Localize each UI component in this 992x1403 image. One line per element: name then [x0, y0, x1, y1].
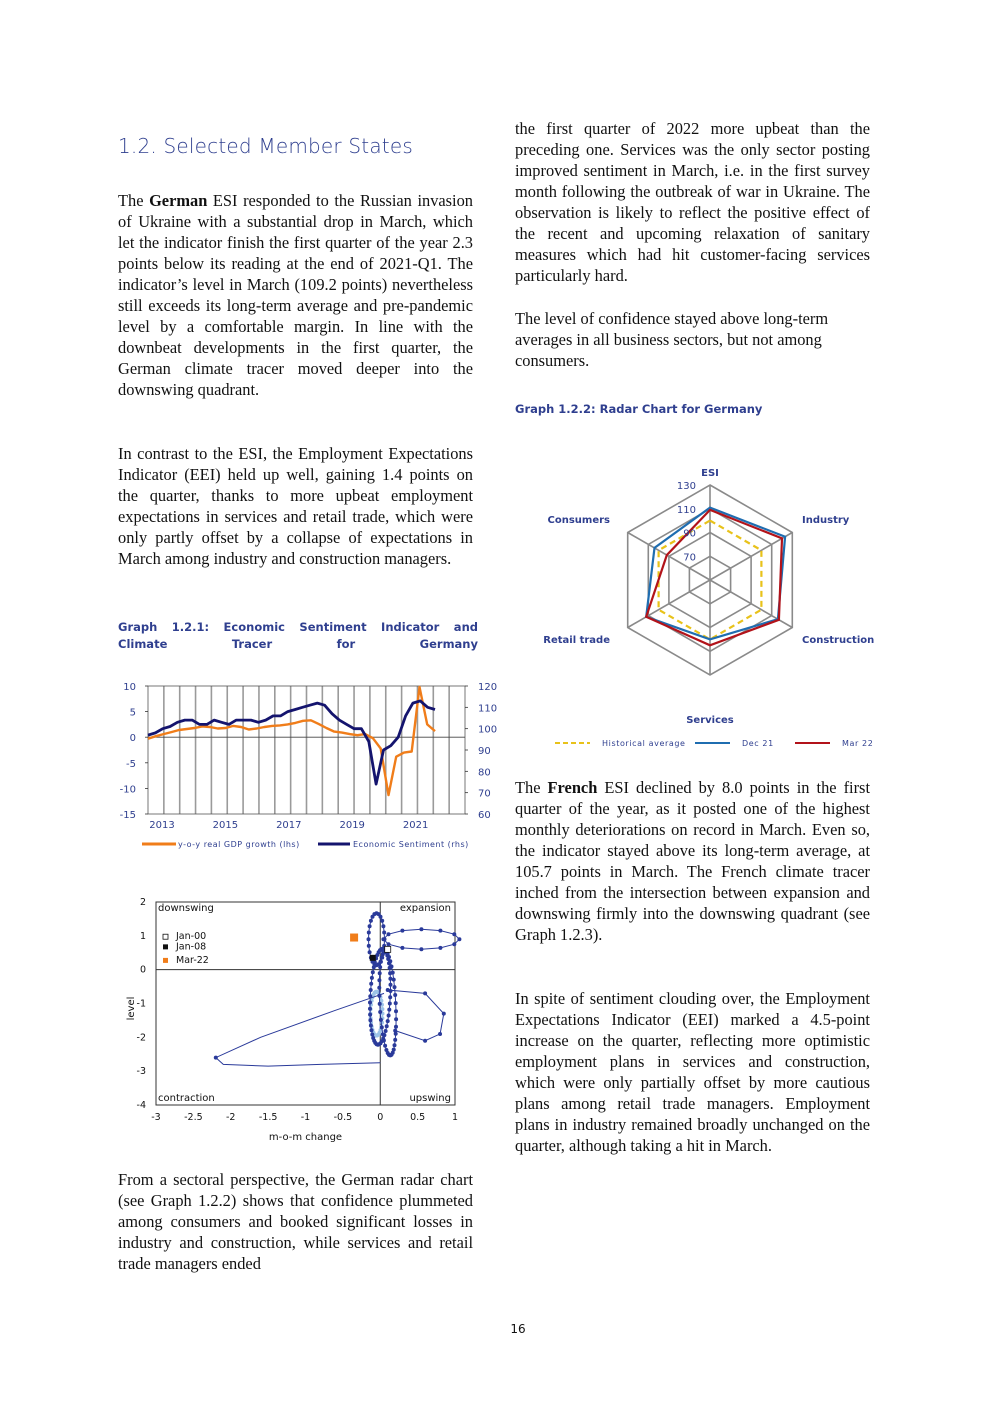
tracer-point — [388, 959, 392, 963]
tracer-point — [387, 932, 391, 936]
radar-chart — [540, 460, 885, 755]
tracer-point — [369, 1024, 373, 1028]
x-tick-label: -1 — [300, 1112, 311, 1123]
tracer-point — [387, 955, 391, 959]
marker-jan08 — [370, 955, 376, 961]
paragraph-germany-radar: From a sectoral perspective, the German radar chart (see Graph 1.2.2) shows that confidence plummeted among consumers and booked significant losses in industry and construction, while services and retail trade managers ended — [118, 1170, 473, 1273]
quadrant-label: contraction — [158, 1093, 215, 1104]
y-right-tick-label: 80 — [478, 767, 491, 779]
tracer-point — [387, 1008, 391, 1012]
page-number: 16 — [510, 1322, 526, 1336]
paragraph-germany-esi: The German ESI responded to the Russian invasion of Ukraine with a substantial drop in March, which let the indicator finish the first quarter of the year 2.3 points below its reading at the end of 2021-Q1. The indicator’s level in March (109.2 points) nevertheless still exceeds its long-term average and pre-pandemic level by a comfortable margin. In line with the downbeat developments in the first quarter, the German climate tracer moved deeper into the downswing quadrant. — [118, 191, 473, 399]
tracer-point — [381, 1032, 385, 1036]
section-heading: 1.2. Selected Member States — [118, 134, 413, 158]
tracer-point — [383, 1044, 387, 1048]
tracer-point — [377, 986, 381, 990]
tracer-point — [370, 1033, 374, 1037]
tracer-point — [400, 946, 404, 950]
tracer-point — [386, 988, 390, 992]
marker-mar22 — [350, 934, 358, 942]
tracer-point — [382, 931, 386, 935]
tracer-point — [394, 1009, 398, 1013]
y-tick-label: -2 — [136, 1032, 146, 1044]
tracer-point — [381, 937, 385, 941]
y-right-tick-label: 110 — [478, 703, 498, 715]
tracer-point — [438, 1032, 442, 1036]
bold-country: French — [547, 778, 598, 797]
axis-label: Consumers — [547, 515, 610, 526]
tracer-point — [388, 1002, 392, 1006]
tracer-point — [393, 1029, 397, 1033]
axis-label: Industry — [802, 515, 850, 526]
y-right-tick-label: 70 — [478, 788, 491, 800]
tracer-point — [371, 970, 375, 974]
y-left-tick-label: 5 — [129, 707, 136, 719]
tracer-point — [384, 1048, 388, 1052]
tracer-point — [394, 1017, 398, 1021]
tracer-point — [369, 982, 373, 986]
y-axis-title: level — [126, 996, 137, 1021]
tracer-point — [393, 985, 397, 989]
ring-label: 110 — [676, 504, 696, 516]
paragraph-france-eei: In spite of sentiment clouding over, the Employment Expectations Indicator (EEI) marked a 4.5-point increase on the quarter, reflecting more optimistic employment plans in services and construction, which were only partially offset by more cautious plans among retail trade managers. Employment plans in industry remained broadly unchanged on the quarter, although taking a hit in March. — [515, 989, 870, 1155]
tracer-point — [393, 1038, 397, 1042]
legend-label: Jan-00 — [176, 931, 207, 943]
series-line — [148, 687, 435, 795]
esi-chart — [110, 672, 500, 857]
paragraph-germany-sectors: The level of confidence stayed above long-term averages in all business sectors, but not among consumers. — [515, 309, 829, 370]
legend-label: Historical average — [602, 739, 686, 748]
tracer-point — [380, 956, 384, 960]
tracer-point — [384, 1029, 388, 1033]
y-left-tick-label: -10 — [119, 784, 136, 796]
legend-label: Mar-22 — [176, 954, 209, 966]
x-tick-label: 2015 — [212, 820, 239, 831]
legend-label: Economic Sentiment (rhs) — [353, 840, 469, 849]
tracer-point — [442, 1012, 446, 1016]
tracer-point — [385, 1024, 389, 1028]
y-right-tick-label: 60 — [478, 810, 491, 821]
tracer-point — [368, 1007, 372, 1011]
tracer-point — [377, 978, 381, 982]
tracer-point — [438, 946, 442, 950]
x-tick-label: 2019 — [339, 820, 365, 831]
legend-swatch-jan00 — [163, 934, 168, 939]
tracer-point — [380, 919, 384, 923]
paragraph-germany-eei: In contrast to the ESI, the Employment Expectations Indicator (EEI) held up well, gaining 1.4 points on the quarter, thanks to more upbeat employment expectations in services and retail trade, which were only partly offset by a collapse of expectations in March among industry and construction managers. — [118, 444, 473, 568]
legend-swatch-jan08 — [163, 944, 168, 949]
y-left-tick-label: 10 — [123, 682, 136, 693]
tracer-point — [423, 991, 427, 995]
tracer-point — [393, 993, 397, 997]
graph-caption-1-2-1: Graph 1.2.1: Economic Sentiment Indicator and Climate Tracer for Germany — [118, 620, 478, 651]
y-right-tick-label: 100 — [478, 724, 498, 736]
climate-tracer-chart — [110, 890, 490, 1150]
tracer-point — [368, 1001, 372, 1005]
tracer-point — [457, 937, 461, 941]
ring-label: 90 — [683, 528, 696, 540]
x-axis-title: m-o-m change — [268, 1132, 343, 1143]
tracer-point — [419, 927, 423, 931]
tracer-point — [419, 947, 423, 951]
tracer-point — [394, 1001, 398, 1005]
tracer-point — [382, 1039, 386, 1043]
axis-label: Retail trade — [543, 635, 610, 646]
ring-label: 130 — [676, 481, 696, 492]
tracer-point — [368, 924, 372, 928]
bold-country: German — [149, 191, 208, 210]
tracer-point — [386, 1019, 390, 1023]
x-tick-label: -2 — [226, 1112, 236, 1123]
tracer-point — [371, 1036, 375, 1040]
y-tick-label: 0 — [139, 964, 146, 976]
tracer-point — [452, 942, 456, 946]
x-tick-label: 0 — [377, 1112, 384, 1123]
tracer-point — [367, 944, 371, 948]
x-tick-label: -3 — [151, 1112, 161, 1123]
x-tick-label: -1.5 — [258, 1112, 278, 1123]
tracer-point — [368, 1018, 372, 1022]
tracer-path — [216, 993, 384, 1066]
axis-label: Construction — [802, 635, 875, 646]
x-tick-label: 2013 — [149, 820, 175, 831]
x-tick-label: -2.5 — [184, 1112, 203, 1123]
quadrant-label: downswing — [158, 903, 214, 914]
tracer-point — [393, 1043, 397, 1047]
y-tick-label: -3 — [136, 1066, 146, 1078]
tracer-loop — [381, 927, 461, 951]
tracer-point — [367, 937, 371, 941]
ring-label: 70 — [683, 552, 696, 564]
tracer-point — [423, 1039, 427, 1043]
y-left-tick-label: -15 — [119, 810, 136, 821]
tracer-point — [438, 929, 442, 933]
quadrant-label: upswing — [409, 1093, 451, 1104]
legend-swatch-mar22 — [163, 958, 168, 963]
tracer-point — [367, 931, 371, 935]
y-right-tick-label: 90 — [478, 746, 491, 757]
marker-jan00 — [385, 946, 391, 952]
series-line — [148, 701, 435, 784]
y-tick-label: 2 — [139, 897, 146, 908]
tracer-point — [368, 1013, 372, 1017]
y-tick-label: -4 — [136, 1100, 146, 1111]
axis-label: ESI — [701, 468, 719, 479]
x-tick-label: 2021 — [402, 820, 429, 831]
tracer-point — [369, 988, 373, 992]
tracer-point — [368, 950, 372, 954]
tracer-point — [452, 932, 456, 936]
y-right-tick-label: 120 — [478, 682, 498, 693]
paragraph-france-esi: The French ESI declined by 8.0 points in the first quarter of the year, as it posted one of the highest monthly deteriorations on record in March. Even so, the indicator stayed above its long-term average, at 105.7 points in March. The French climate tracer inched from the intersection between expansion and downswing firmly into the downswing quadrant (see Graph 1.2.3). — [515, 778, 870, 944]
tracer-point — [387, 1014, 391, 1018]
legend-label: Dec 21 — [742, 739, 774, 748]
tracer-point — [378, 971, 382, 975]
tracer-point — [380, 1025, 384, 1029]
quadrant-label: expansion — [399, 903, 451, 914]
tracer-point — [370, 1028, 374, 1032]
tracer-point — [392, 978, 396, 982]
tracer-point — [400, 929, 404, 933]
tracer-point — [214, 1056, 218, 1060]
y-tick-label: 1 — [139, 930, 146, 942]
tracer-point — [379, 915, 383, 919]
tracer-point — [369, 919, 373, 923]
tracer-point — [381, 924, 385, 928]
tracer-point — [389, 983, 393, 987]
tracer-point — [378, 1002, 382, 1006]
x-tick-label: -0.5 — [333, 1112, 353, 1123]
axis-label: Services — [686, 715, 734, 726]
x-tick-label: 1 — [451, 1112, 459, 1123]
legend-label: y-o-y real GDP growth (lhs) — [178, 840, 300, 849]
tracer-point — [394, 1025, 398, 1029]
tracer-point — [387, 942, 391, 946]
tracer-point — [379, 1018, 383, 1022]
legend-label: Jan-08 — [176, 941, 207, 953]
y-tick-label: -1 — [136, 998, 146, 1010]
y-left-tick-label: -5 — [126, 758, 136, 770]
x-tick-label: 0.5 — [410, 1112, 426, 1123]
paragraph-germany-services: the first quarter of 2022 more upbeat than the preceding one. Services was the only sector posting improved sentiment in March, i.e. in the first survey month following the outbreak of war in Ukraine. The observation is likely to reflect the positive effect of the recent and upcoming relaxation of sanitary measures which had hit customer-facing services particularly hard. — [515, 119, 870, 285]
tracer-point — [388, 995, 392, 999]
tracer-point — [390, 965, 394, 969]
graph-caption-1-2-2: Graph 1.2.2: Radar Chart for Germany — [515, 402, 763, 416]
tracer-path — [383, 929, 459, 949]
y-left-tick-label: 0 — [129, 733, 136, 745]
tracer-point — [378, 1010, 382, 1014]
legend-label: Mar 22 — [842, 739, 874, 748]
x-tick-label: 2017 — [276, 820, 302, 831]
tracer-point — [391, 971, 395, 975]
tracer-point — [370, 976, 374, 980]
